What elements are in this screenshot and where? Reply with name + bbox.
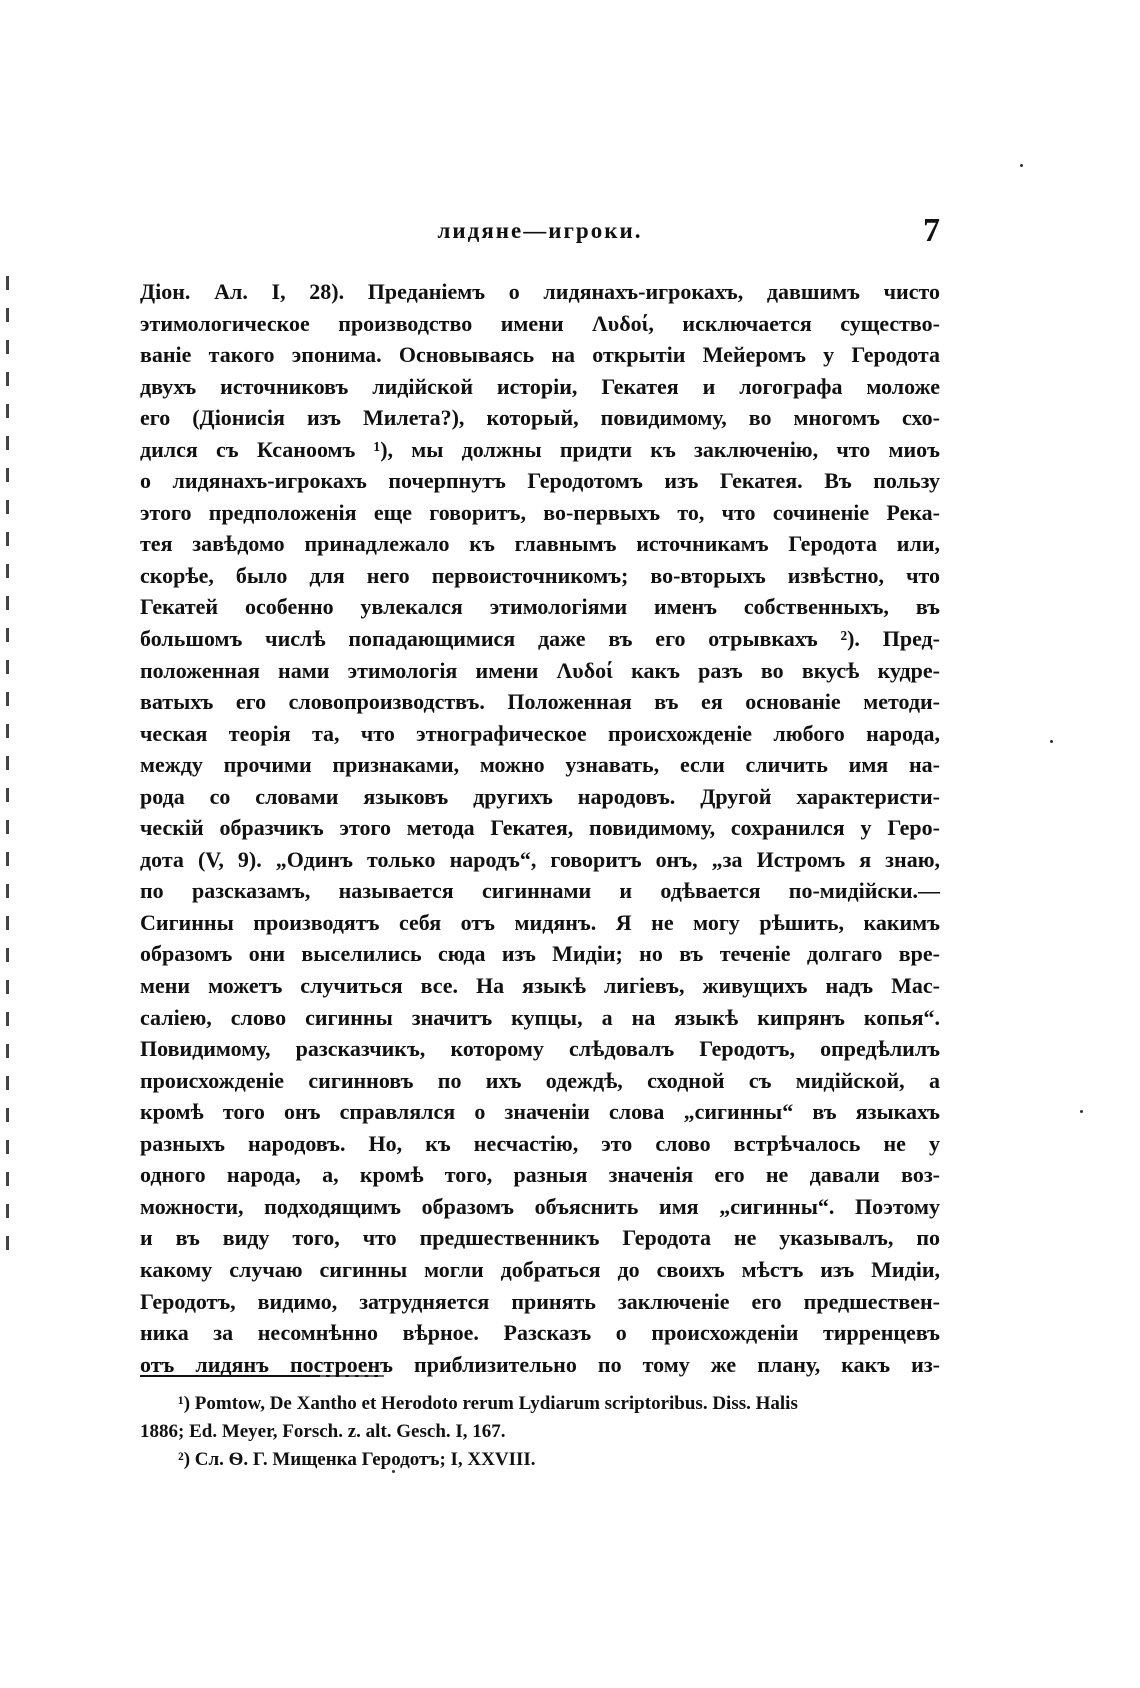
text-line: ватыхъ его словопроизводствъ. Положенная въ ея основаніе методи-	[140, 689, 940, 715]
running-head	[140, 212, 940, 254]
text-line: ческій образчикъ этого метода Гекатея, повидимому, сохранился у Геро-	[140, 815, 940, 841]
footnote-2: ²) Сл. Ѳ. Г. Мищенка Геродотъ; I, XXVIII.	[178, 1449, 536, 1470]
text-line: отъ лидянъ построенъ приблизительно по тому же плану, какъ из-	[140, 1351, 940, 1377]
text-line: образомъ они выселились сюда изъ Мидіи; но въ теченіе долгаго вре-	[140, 941, 940, 967]
footnote-1-continued: 1886; Ed. Meyer, Forsch. z. alt. Gesch. I, 167.	[140, 1421, 506, 1442]
text-line: о лидянахъ-игрокахъ почерпнутъ Геродотомъ изъ Гекатея. Въ пользу	[140, 468, 940, 494]
text-line: разныхъ народовъ. Но, къ несчастію, это слово встрѣчалось не у	[140, 1130, 940, 1156]
text-line: его (Діонисія изъ Милета?), который, повидимому, во многомъ схо-	[140, 405, 940, 431]
footnote-1: ¹) Pomtow, De Xantho et Herodoto rerum Lydiarum scriptoribus. Diss. Halis	[178, 1393, 798, 1414]
scan-speck	[1050, 740, 1053, 743]
text-line: кромѣ того онъ справлялся о значеніи слова „сигинны“ въ языкахъ	[140, 1099, 940, 1125]
text-line: большомъ числѣ попадающимися даже въ его отрывкахъ ²). Пред-	[140, 626, 940, 652]
text-line: саліею, слово сигинны значитъ купцы, а на языкѣ кипрянъ копья“.	[140, 1004, 940, 1030]
running-title: лидяне—игроки.	[437, 218, 643, 243]
text-line: Гекатей особенно увлекался этимологіями именъ собственныхъ, въ	[140, 594, 940, 620]
text-line: ческая теорія та, что этнографическое происхожденіе любого народа,	[140, 720, 940, 746]
text-line: по разсказамъ, называется сигиннами и одѣвается по-мидійски.—	[140, 878, 940, 904]
margin-scan-marks	[0, 276, 20, 1276]
footnote-rule-dashed	[320, 1375, 384, 1377]
text-line: ника за несомнѣнно вѣрное. Разсказъ о происхожденіи тирренцевъ	[140, 1320, 940, 1346]
text-line: ваніе такого эпонима. Основываясь на открытіи Мейеромъ у Геродота	[140, 342, 940, 368]
text-line: Повидимому, разсказчикъ, которому слѣдовалъ Геродотъ, опредѣлилъ	[140, 1036, 940, 1062]
text-line: рода со словами языковъ другихъ народовъ. Другой характеристи-	[140, 783, 940, 809]
text-line: двухъ источниковъ лидійской исторіи, Гекатея и логографа моложе	[140, 373, 940, 399]
scan-speck	[1020, 164, 1023, 167]
text-line: происхожденіе сигинновъ по ихъ одеждѣ, сходной съ мидійской, а	[140, 1067, 940, 1093]
text-line: Сигинны производятъ себя отъ мидянъ. Я не могу рѣшить, какимъ	[140, 909, 940, 935]
text-line: этимологическое производство имени Λυδοί, исключается существо-	[140, 310, 940, 336]
scan-speck	[392, 1470, 395, 1473]
footnotes	[140, 1390, 940, 1474]
text-line: и въ виду того, что предшественникъ Геродота не указывалъ, по	[140, 1225, 940, 1251]
text-line: Геродотъ, видимо, затрудняется принять заключеніе его предшествен-	[140, 1288, 940, 1314]
text-line: скорѣе, было для него первоисточникомъ; во-вторыхъ извѣстно, что	[140, 562, 940, 588]
body-text	[140, 276, 940, 1380]
text-line: какому случаю сигинны могли добраться до своихъ мѣстъ изъ Мидіи,	[140, 1256, 940, 1282]
text-line: между прочими признаками, можно узнавать, если сличить имя на-	[140, 752, 940, 778]
text-line: можности, подходящимъ образомъ объяснить имя „сигинны“. Поэтому	[140, 1193, 940, 1219]
page-number: 7	[923, 212, 940, 249]
text-line: дота (V, 9). „Одинъ только народъ“, говоритъ онъ, „за Истромъ я знаю,	[140, 846, 940, 872]
text-line: одного народа, а, кромѣ того, разныя значенія его не давали воз-	[140, 1162, 940, 1188]
text-line: Діон. Ал. I, 28). Преданіемъ о лидянахъ-игрокахъ, давшимъ чисто	[140, 279, 940, 304]
text-line: этого предположенія еще говоритъ, во-первыхъ то, что сочиненіе Река-	[140, 499, 940, 525]
text-line: тея завѣдомо принадлежало къ главнымъ источникамъ Геродота или,	[140, 531, 940, 557]
text-line: дился съ Ксаноомъ ¹), мы должны придти къ заключенію, что миоъ	[140, 436, 940, 462]
text-line: мени можетъ случиться все. На языкѣ лигіевъ, живущихъ надъ Мас-	[140, 973, 940, 999]
text-line: положенная нами этимологія имени Λυδοί какъ разъ во вкусѣ кудре-	[140, 657, 940, 683]
scan-speck	[1080, 1110, 1083, 1113]
